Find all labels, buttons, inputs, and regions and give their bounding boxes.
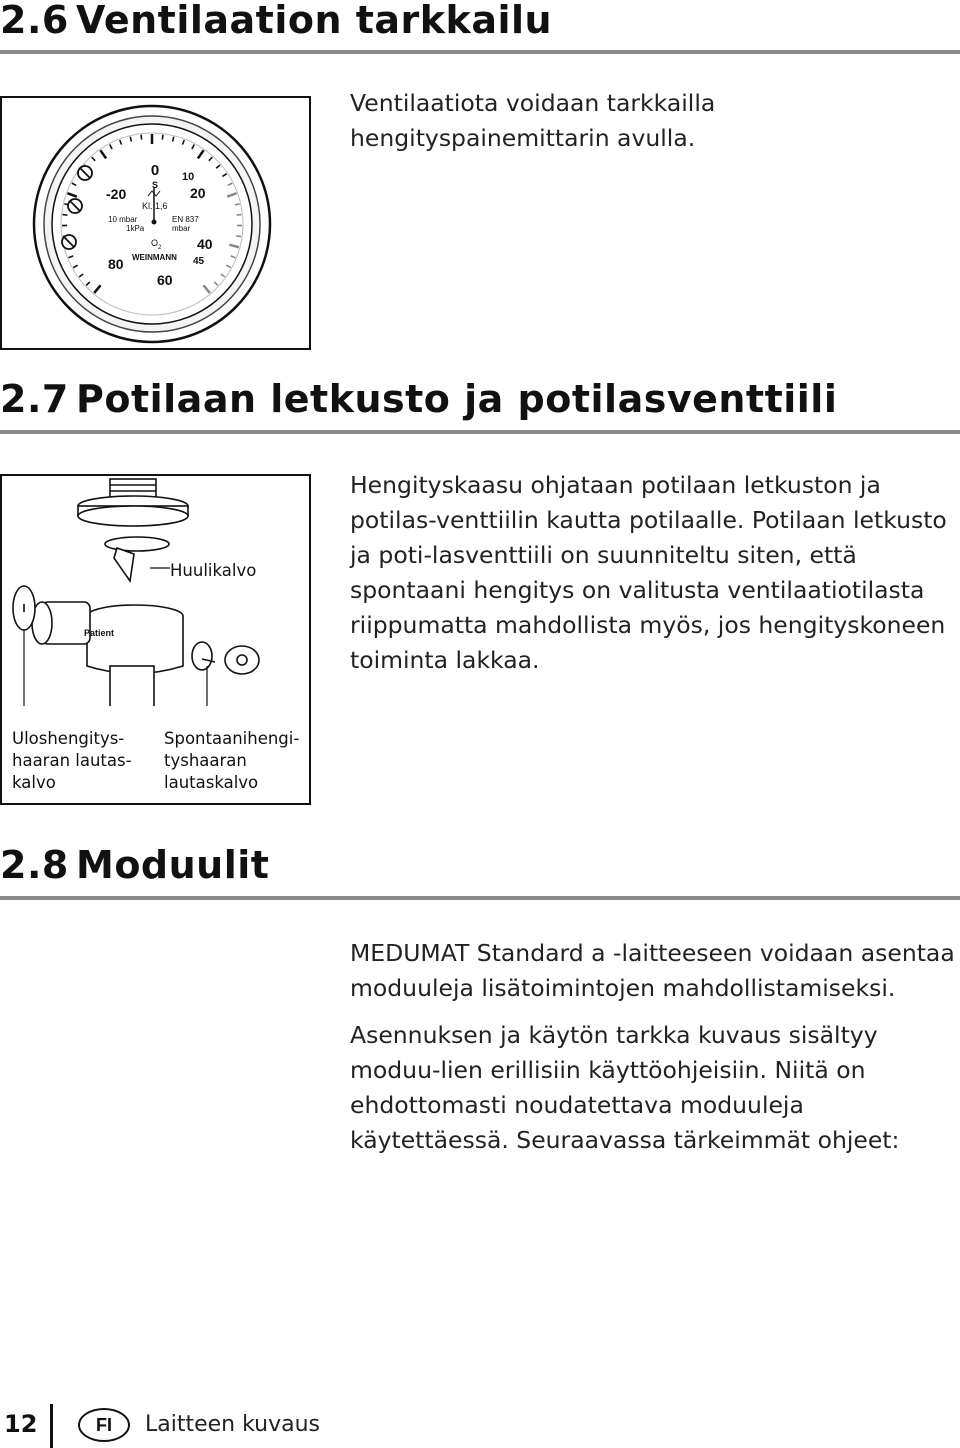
gauge-tick: [236, 236, 241, 237]
gauge-unit-right: mbar: [172, 224, 191, 233]
gauge-tick: [62, 215, 67, 216]
gauge-label-20: 20: [190, 185, 206, 201]
patient-valve-figure: [0, 474, 311, 805]
gauge-unit-left-1: 10 mbar: [108, 215, 138, 224]
section-number: 2.7: [0, 377, 69, 421]
label-mouthpiece-valve: Huulikalvo: [170, 561, 257, 580]
gauge-s-mark: S: [152, 180, 159, 190]
gauge-label-0: 0: [150, 162, 160, 179]
label-exhalation-disc: Uloshengitys- haaran lautas- kalvo: [12, 729, 132, 792]
gauge-tick: [235, 204, 240, 205]
pressure-gauge-illustration: [2, 98, 309, 348]
section-heading-2-8: [0, 843, 269, 887]
section-title: Ventilaation tarkkailu: [76, 0, 553, 42]
paragraph: Ventilaatiota voidaan tarkkailla hengityspainemittarin avulla.: [350, 89, 716, 152]
section-number: 2.8: [0, 843, 69, 887]
language-badge: FI: [78, 1408, 130, 1442]
section-heading-2-7: [0, 377, 837, 421]
section-title: Potilaan letkusto ja potilasventtiili: [76, 377, 838, 421]
gauge-unit-left-2: 1kPa: [126, 224, 145, 233]
label-spontaneous-disc: Spontaanihengi- tyshaaran lautaskalvo: [164, 729, 300, 792]
chapter-title: Laitteen kuvaus: [145, 1412, 321, 1437]
paragraph: Asennuksen ja käytön tarkka kuvaus sisältyy moduu-lien erillisiin käyttöohjeisiin. Niitä on ehdottomasti noudatettava moduuleja käytettäessä. Seuraavassa tärkeimmät ohjeet:: [350, 1021, 900, 1154]
section-rule: [0, 430, 960, 434]
gauge-label-60: 60: [157, 272, 173, 288]
section-heading-2-6: [0, 0, 552, 42]
gauge-tick: [162, 135, 163, 140]
footer-divider: [50, 1404, 53, 1448]
page-number: 12: [4, 1410, 38, 1438]
gauge-brand: WEINMANN: [132, 253, 177, 262]
gauge-label-10: 10: [182, 171, 195, 183]
gauge-class-text: Kl. 1,6: [142, 201, 168, 211]
gauge-tick: [141, 135, 142, 140]
page-footer: [0, 1404, 960, 1448]
gauge-o2: O: [151, 238, 159, 248]
gauge-label-40: 40: [197, 236, 213, 252]
gauge-standard: EN 837: [172, 215, 199, 224]
gauge-label-45: 45: [193, 256, 205, 267]
patient-valve-illustration: [2, 476, 309, 706]
section-rule: [0, 896, 960, 900]
paragraph: MEDUMAT Standard a -laitteeseen voidaan asentaa moduuleja lisätoimintojen mahdollistamiseksi.: [350, 939, 955, 1002]
gauge-label-minus-20: -20: [106, 186, 127, 202]
gauge-tick: [237, 215, 242, 216]
paragraph: Hengityskaasu ohjataan potilaan letkuston ja potilas-venttiilin kautta potilaalle. Potilaan letkusto ja poti-lasventtiili on suunniteltu siten, että spontaani hengitys on valitusta ventilaatiotilasta riippumatta mahdollista myös, jos hengityskoneen toiminta lakkaa.: [350, 471, 947, 674]
section-rule: [0, 50, 960, 54]
section-title: Moduulit: [76, 843, 270, 887]
gauge-o2-sub: 2: [158, 245, 162, 251]
section-number: 2.6: [0, 0, 69, 42]
gauge-label-80: 80: [108, 256, 124, 272]
pressure-gauge-figure: [0, 96, 311, 350]
valve-patient-text: Patient: [84, 628, 115, 638]
